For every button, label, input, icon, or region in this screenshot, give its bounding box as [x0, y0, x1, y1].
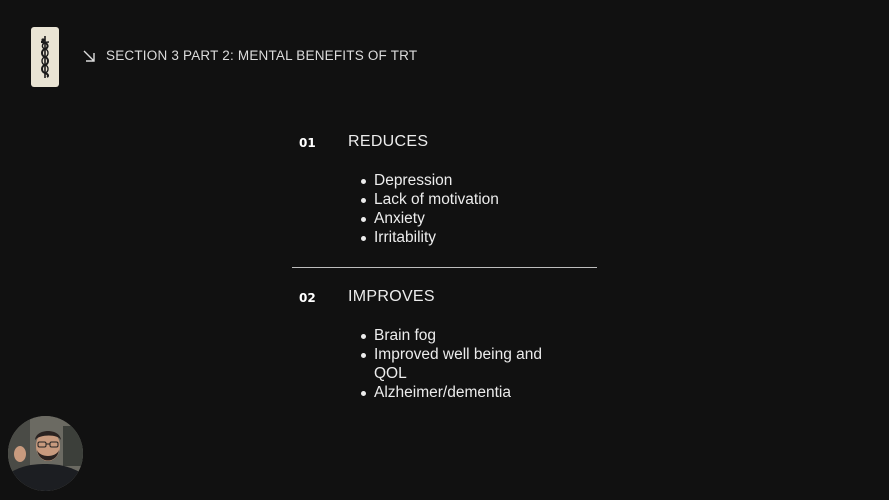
bullet-icon — [361, 217, 366, 222]
logo — [31, 27, 59, 87]
bullet-icon — [361, 353, 366, 358]
bullet-icon — [361, 391, 366, 396]
block-heading: IMPROVES — [348, 288, 435, 305]
list-item-text: Lack of motivation — [374, 191, 499, 208]
bullet-icon — [361, 198, 366, 203]
list-item — [374, 326, 574, 345]
list-item-text: Depression — [374, 172, 453, 189]
presenter-webcam-avatar — [8, 416, 83, 491]
list-item-text: Brain fog — [374, 327, 437, 344]
list-item — [374, 383, 574, 402]
list-item-text: Irritability — [374, 229, 437, 246]
divider — [292, 267, 597, 268]
section-header — [82, 48, 417, 63]
bullet-icon — [361, 236, 366, 241]
presenter-avatar — [8, 416, 83, 491]
bullet-icon — [361, 179, 366, 184]
block-number: 01 — [299, 136, 316, 150]
list-item — [374, 228, 594, 247]
list-item — [374, 345, 574, 383]
list-item-text: Anxiety — [374, 210, 425, 227]
list-item — [374, 209, 594, 228]
list-item — [374, 171, 594, 190]
caduceus-logo-icon — [36, 32, 54, 82]
list-item-text: Improved well being and QOL — [374, 346, 543, 382]
bullet-icon — [361, 334, 366, 339]
arrow-down-right-icon — [82, 49, 96, 63]
reduces-list — [374, 171, 594, 247]
block-number: 02 — [299, 291, 316, 305]
section-title: SECTION 3 PART 2: MENTAL BENEFITS OF TRT — [106, 48, 418, 63]
list-item-text: Alzheimer/dementia — [374, 384, 511, 401]
improves-list — [374, 326, 574, 402]
block-heading: REDUCES — [348, 133, 429, 150]
list-item — [374, 190, 594, 209]
